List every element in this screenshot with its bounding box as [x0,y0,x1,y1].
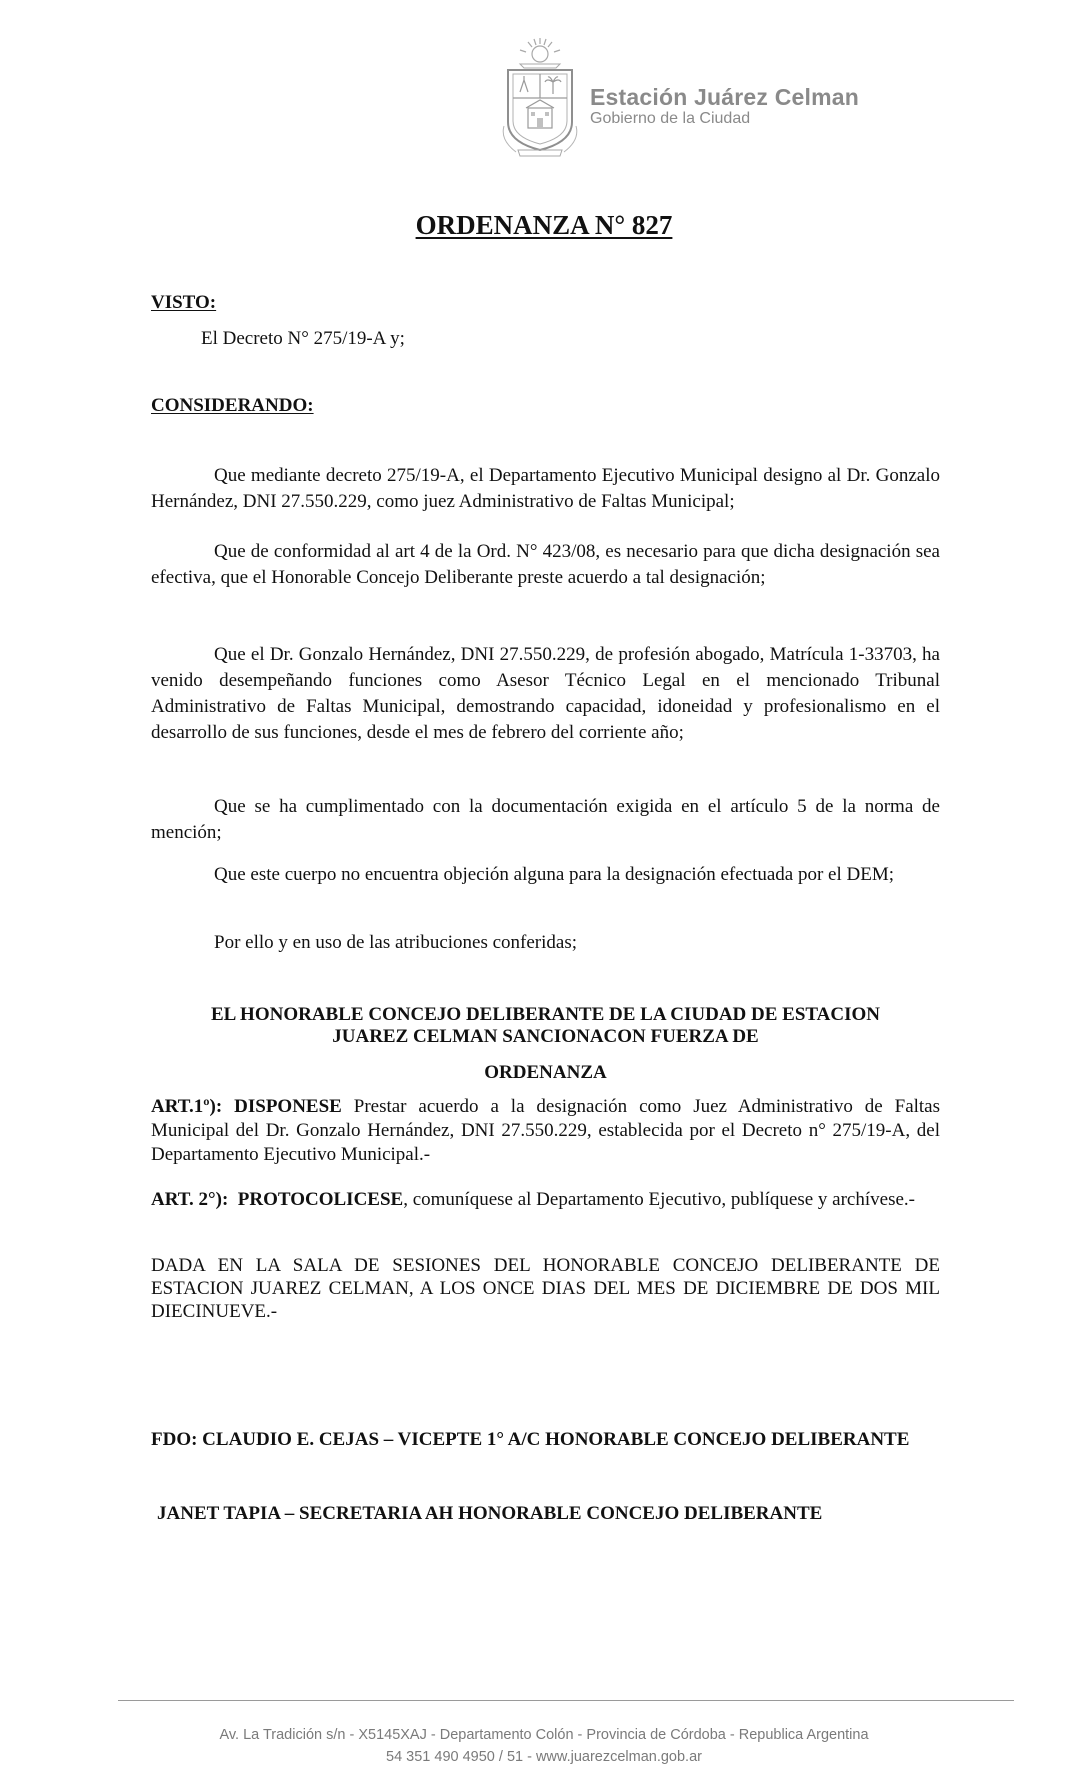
article-2 [151,1188,940,1212]
sanction-line: EL HONORABLE CONCEJO DELIBERANTE DE LA CIUDAD DE ESTACION [211,1004,880,1025]
signature-line: JANET TAPIA – SECRETARIA AH HONORABLE CONCEJO DELIBERANTE [157,1503,823,1524]
article-1 [151,1095,940,1167]
visto-heading: VISTO: [151,292,217,313]
considerando-paragraph: Por ello y en uso de las atribuciones conferidas; [214,932,578,953]
sanction-ordenanza: ORDENANZA [484,1062,607,1083]
considerando-paragraph: Que se ha cumplimentado con la documentación exigida en el artículo 5 de la norma de mención; [151,796,940,843]
document-title: ORDENANZA N° 827 [415,210,673,240]
footer [0,1724,1088,1768]
article-label: ART.1º): [151,1096,223,1117]
brand-block [590,84,859,128]
article-keyword: PROTOCOLICESE [237,1189,404,1210]
considerando-paragraph: Que este cuerpo no encuentra objeción alguna para la designación efectuada por el DEM; [214,864,895,885]
signature-line: FDO: CLAUDIO E. CEJAS – VICEPTE 1° A/C HONORABLE CONCEJO DELIBERANTE [151,1429,910,1450]
visto-text: El Decreto N° 275/19-A y; [201,328,405,349]
footer-divider [118,1700,1014,1701]
considerando-paragraph: Que mediante decreto 275/19-A, el Departamento Ejecutivo Municipal designo al Dr. Gonzalo Hernández, DNI 27.550.229, como juez Administrativo de Faltas Municipal; [151,465,940,512]
brand-name: Estación Juárez Celman [590,84,860,110]
article-keyword: DISPONESE [234,1096,342,1117]
article-label: ART. 2°): [151,1189,229,1210]
coat-of-arms-logo [490,36,590,160]
considerando-paragraph: Que el Dr. Gonzalo Hernández, DNI 27.550.229, de profesión abogado, Matrícula 1-33703, ha venido desempeñando funciones como Asesor Técnico Legal en el mencionado Tribunal Administrativo de Faltas Municipal, demostrando capacidad, idoneidad y profesionalismo en el desarrollo de sus funciones, desde el mes de febrero del corriente año; [151,644,940,743]
brand-subtitle: Gobierno de la Ciudad [590,110,751,127]
footer-contact: 54 351 490 4950 / 51 - www.juarezcelman.gob.ar [386,1749,702,1765]
article-text: Prestar acuerdo a la designación como Juez Administrativo de Faltas Municipal del Dr. Gonzalo Hernández, DNI 27.550.229, establecida por el Decreto n° 275/19-A, del Departamento Ejecutivo Municipal.- [151,1096,941,1165]
enactment-statement: DADA EN LA SALA DE SESIONES DEL HONORABLE CONCEJO DELIBERANTE DE ESTACION JUAREZ CELMAN, A LOS ONCE DIAS DEL MES DE DICIEMBRE DE DOS MIL DIECINUEVE.- [151,1255,940,1322]
article-text: , comuníquese al Departamento Ejecutivo, publíquese y archívese.- [403,1189,915,1210]
footer-address: Av. La Tradición s/n - X5145XAJ - Departamento Colón - Provincia de Córdoba - Republica Argentina [219,1727,869,1743]
letterhead [490,36,890,166]
considerando-paragraph: Que de conformidad al art 4 de la Ord. N° 423/08, es necesario para que dicha designación sea efectiva, que el Honorable Concejo Deliberante preste acuerdo a tal designación; [151,541,940,588]
sanction-line: JUAREZ CELMAN SANCIONACON FUERZA DE [332,1026,759,1047]
considerando-heading: CONSIDERANDO: [151,395,314,416]
